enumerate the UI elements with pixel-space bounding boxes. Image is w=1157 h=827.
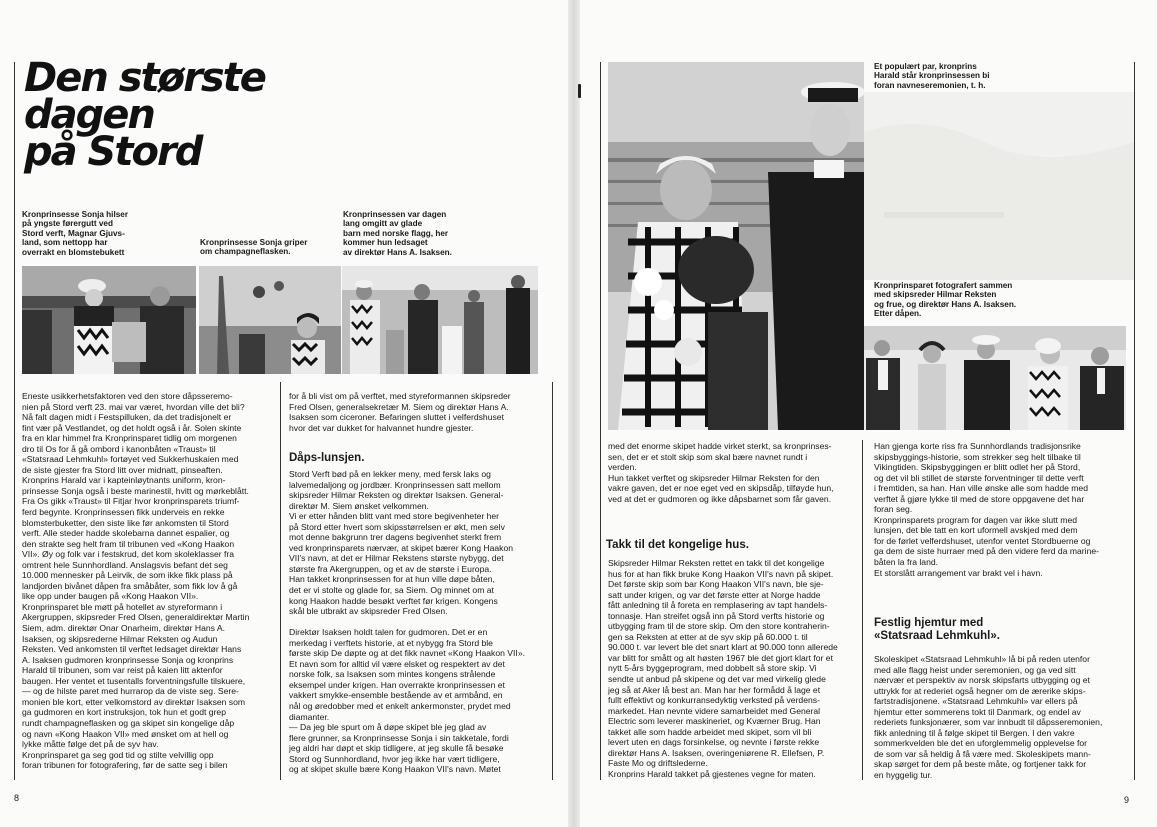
- right-margin-rule-left: [600, 62, 601, 780]
- right-column-1-intro: med det enorme skipet hadde virket sterkt, sa kronprinses- sen, det er et stolt skip som skal bære navnet rundt i verden. Hun takket verftet og skipsreder Hilmar Reksten for den vakre gaven, det er noe eget ved en skipsdåp, tilføyde hun, ved at det er gudmoren og ikke dåpsbarnet som får gaven.: [608, 441, 834, 504]
- left-column-2-text: Stord Verft bød på en lekker meny, med fersk laks og lalvemedaljong og jordbær. Kronprinsessen satt mellom skipsreder Hilmar Reksten og direktør Isaksen. General- direktør M. Siem ønsket velkommen. Vi er etter hånden blitt vant med store begivenheter her på Stord etter hvert som skipsstørrelsen er økt, men selv mot denne bakgrunn trer dagens begivenhet sterkt frem ved kronprinsparets nærvær, at skipet bærer Kong Haakon VII's navn, at det er Hilmar Rekstens største nybygg, det største fra Akergruppen, og et av de største i Europa. Han takket kronprinsessen for at hun ville døpe båten, det er vi stolte og glade for, sa Siem. Og minnet om at kong Haakon hadde besøkt verftet før krigen. Kongens skål ble utbrakt av skipsreder Fred Olsen. Direktør Isaksen holdt talen for gudmoren. Det er en merkedag i verftets historie, at et nybygg fra Stord ble første skip De døpte og at det fikk navnet «Kong Haakon VII». Et navn som for alltid vil være elsket og respektert av det norske folk, sa Isaksen som mintes kongens strålende eksempel under krigen. Han overrakte kronprinsessen et vakkert smykke-ensemble bestående av et armbånd, en nål og øredobber med et enkelt ankermonster, prydet med diamanter. — Da jeg ble spurt om å døpe skipet ble jeg glad av flere grunner, sa Kronprinsesse Sonja i sin takketale, fordi jeg aldri har døpt et skip tidligere, at jeg skulle få besøke Stord og Sunnhordland, hvor jeg ikke har vært tidligere, og at skipet skulle bære Kong Haakon VII's navn. Møtet: [289, 469, 525, 775]
- left-column-2-intro: for å bli vist om på verftet, med styreformannen skipsreder Fred Olsen, generalsekretær M. Siem og direktør Hans A. Isaksen som ciceroner. Befaringen sluttet i velferdshuset hvor det var dukket for halvannet hundre gjester.: [289, 391, 511, 433]
- photo-champagne-bottle: [199, 266, 341, 374]
- photo-royal-couple-large: [608, 62, 864, 430]
- caption-children-flags: Kronprinsessen var dagen lang omgitt av glade barn med norske flagg, her kommer hun ledsaget av direktør Hans A. Isaksen.: [343, 210, 452, 257]
- title-line-1: Den største: [24, 55, 265, 101]
- page-number-left: 8: [14, 793, 20, 803]
- right-column-2-text: Skoleskipet «Statsraad Lehmkuhl» lå bi på reden utenfor med alle flagg heist under seremonien, og ga ved sitt nærvær et perspektiv av norsk skipsfarts utbygging og et uttrykk for at rederiet også hegner om de ærerike skips- fartstradisjonene. «Statsraad Lehmkuhl» var ellers på hjemtur etter sommerens tokt til Danmark, og endel av rederiets funksjonærer, som var innbudt til dåpsseremonien, fikk anledning til å følge skipet til Bergen. I den vakre sommerkvelden ble det en uforglemmelig opplevelse for de som var så heldig å få være med. Skoleskipets mann- skap sørget for dem på beste måte, og fortjener takk for en hyggelig tur.: [874, 654, 1103, 781]
- title-line-3: på Stord: [24, 129, 202, 175]
- left-column-rule-2: [552, 382, 553, 780]
- page-mark: [578, 84, 581, 98]
- caption-sonja-greets: Kronprinsesse Sonja hilser på yngste førergutt ved Stord verft, Magnar Gjuvs- land, som nettopp har overrakt en blomstebukett: [22, 210, 129, 257]
- page-gutter: [568, 0, 580, 827]
- left-column-1-text: Eneste usikkerhetsfaktoren ved den store dåpsseremo- nien på Stord verft 23. mai var været, hvordan ville det bli? Nå falt dagen midt i Festspilluken, da det tradisjonelt er fint vær på Vestlandet, og det holdt også i år. Solen skinte fra en klar himmel fra Kronprinsparet tidlig om morgenen dro til Os for å gå ombord i kanonbåten «Traust» til «Statsraad Lehmkuhl» fortøyet ved Sukkerhuskaien med de siste gjester fra Stord litt over midnatt, pinseaften. Kronprins Harald var i kapteinløytnants uniform, kron- prinsesse Sonja også i beste marinestil, hvitt og mørkeblått. Fra Os gikk «Traust» til Fitjar hvor kronprinsparets triumf- ferd begynte. Kronprinsessen fikk underveis en rekke blomsterbuketter, den siste like før ankomsten til Stord verft. Alle steder hadde skolebarna dannet espalier, og den strakte seg helt fram til tribunen ved «Kong Haakon VII». Øy og folk var i festskrud, det kom skoleklasser fra omtrent hele Sunnhordland. Anslagsvis befant det seg 10.000 mennesker på Leirvik, de som ikke fikk plass på landjorden bivånet dåpen fra småbåter, som fikk lov å gå like opp under baugen på «Kong Haakon VII». Kronprinsparet ble møtt på hotellet av styreformann i Akergruppen, skipsreder Fred Olsen, generaldirektør Martin Siem, adm. direktør Onar Onarheim, direktør Hans A. Isaksen, og skipsrederne Hilmar Reksten og Audun Reksten. Ved ankomsten til verftet ledsaget direktør Hans A. Isaksen gudmoren kronprinsesse Sonja og kronprins Harald til tribunen, som var reist på kaien litt aktenfor baugen. Her ventet et tusentalls forventningsfulle tilskuere, — og de hilste paret med hurrarop da de viste seg. Sere- monien ble kort, etter velkomstord av direktør Isaksen som ga gudmoren en kort instruksjon, tok hun et godt grep rundt champagneflasken og ga skipet sin kongelige dåp og navn «Kong Haakon VII» med ønsket om at hell og lykke måtte følge det på de syv hav. Kronprinsparet ga seg god tid og stilte velvillig opp foran tribunen for fotografering, før de satte seg i bilen: [22, 391, 250, 771]
- article-title: [24, 55, 265, 175]
- title-line-2: dagen: [24, 92, 154, 138]
- caption-champagne: Kronprinsesse Sonja griper om champagneflasken.: [200, 238, 308, 257]
- right-column-1-text: Skipsreder Hilmar Reksten rettet en takk til det kongelige hus for at han fikk bruke Kong Haakon VII's navn på skipet. Det første skip som bar Kong Haakon VII's navn, ble sje- satt under krigen, og var det første etter at Norge hadde fått anledning til å foreta en remplasering av tapt handels- tonnasje. Han streifet også inn på Stord verfts historie og utbygging fram til de store skip. Om den store kontraherin- gen sa Reksten at etter at de syv skip på 60.000 t. til 90.000 t. var levert ble det snart klart at 90.000 tonn allerede var blitt for smått og alt høsten 1967 ble det gjort klart for et nytt 5-års byggeprogram, med dobbelt så store skip. Vi sendte ut anbud på skipene og det var med virkelig glede jeg så at Aker lå best an. Man har her formådd å lage et fullt effektivt og konkurransedyktig verksted på verdens- markedet. Han nevnte videre samarbeidet med General Electric som leverer maskineriet, og Kværner Brug. Han takket alle som hadde arbeidet med skipet, som vil bli levert uten en dags forsinkelse, og nevnte i første rekke direktør Hans A. Isaksen, overingeniørene R. Ellefsen, P. Faste Mo og driftslederne. Kronprins Harald takket på gjestenes vegne for maten.: [608, 558, 838, 779]
- photo-group-after-baptism: [864, 326, 1126, 430]
- left-margin-rule: [14, 62, 15, 780]
- photo-sonja-greets-boy: [22, 266, 196, 374]
- right-margin-rule-right: [1134, 62, 1135, 780]
- photo-children-flags: [342, 266, 538, 374]
- caption-photographed-together: Kronprinsparet fotografert sammen med skipsreder Hilmar Reksten og frue, og direktør Hans A. Isaksen. Etter dåpen.: [874, 281, 1017, 319]
- left-column-rule-1: [280, 382, 281, 780]
- heading-takk-kongelige-hus: Takk til det kongelige hus.: [606, 539, 749, 551]
- heading-daps-lunsjen: Dåps-lunsjen.: [289, 452, 365, 464]
- right-column-rule: [862, 440, 863, 780]
- right-column-2-intro: Han gjenga korte riss fra Sunnhordlands tradisjonsrike skipsbyggings-historie, som strekker seg helt tilbake til Vikingtiden. Skipsbyggingen er blitt odlet her på Stord, og det vil bli stillet de største forventninger til dette verft i fremtiden, sa han. Han ville ønske alle som hadde med verftet å gjøre lykke til med de store oppgavene det har foran seg. Kronprinsparets program for dagen var ikke slutt med lunsjen, det ble tatt en kort uformell avskjed med dem for de førlet velferdshuset, utenfor ventet Stordbuerne og ga dem de siste hurraer med på den videre ferd da marine- båten la fra land. Et storslått arrangement var brakt vel i havn.: [874, 441, 1099, 578]
- page-number-right: 9: [1124, 795, 1130, 805]
- caption-popular-couple: Et populært par, kronprins Harald står kronprinsessen bi foran navneseremonien, t. h.: [874, 62, 990, 90]
- photo-top-right-blank: [864, 92, 1134, 280]
- heading-festlig-hjemtur: Festlig hjemtur med «Statsraad Lehmkuhl».: [874, 617, 1000, 642]
